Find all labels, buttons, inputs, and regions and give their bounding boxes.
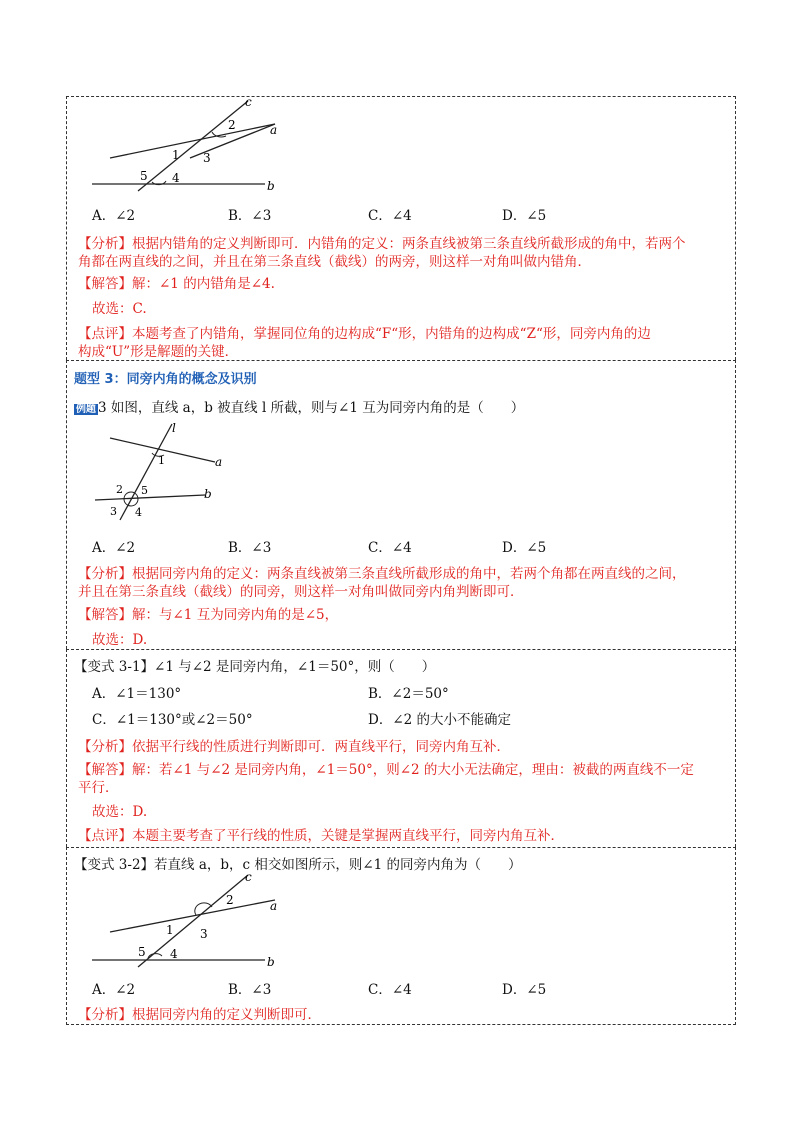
option-b[interactable]: B．∠2＝50° [368,686,449,702]
svg-text:4: 4 [172,171,180,185]
analysis: 【分析】根据同旁内角的定义判断即可． [78,1007,321,1023]
svg-text:l: l [172,421,176,435]
option-b[interactable]: B．∠3 [228,540,272,556]
option-d[interactable]: D．∠5 [502,540,547,556]
diagram-2 [90,420,240,525]
option-c[interactable]: C．∠4 [368,208,412,224]
label-a: a [270,123,278,137]
option-a[interactable]: A．∠2 [92,540,136,556]
option-d[interactable]: D．∠5 [502,982,547,998]
svg-text:3: 3 [200,927,208,941]
comment: 【点评】本题主要考查了平行线的性质，关键是掌握两直线平行，同旁内角互补． [78,828,564,844]
option-d[interactable]: D．∠5 [502,208,547,224]
analysis-cont: 角都在两直线的之间，并且在第三条直线（截线）的两旁，则这样一对角叫做内错角． [78,254,591,270]
svg-text:3: 3 [203,151,211,165]
choice: 故选：D. [92,632,148,648]
option-a[interactable]: A．∠2 [92,982,136,998]
svg-text:2: 2 [226,893,234,907]
svg-text:a: a [215,455,223,469]
diagram-1 [80,96,300,196]
label-c: c [245,96,252,109]
option-c[interactable]: C．∠4 [368,982,412,998]
analysis: 【分析】依据平行线的性质进行判断即可．两直线平行，同旁内角互补． [78,739,510,755]
analysis-cont: 并且在第三条直线（截线）的同旁，则这样一对角叫做同旁内角判断即可． [78,584,524,600]
section-title: 题型 3：同旁内角的概念及识别 [74,372,257,387]
comment-cont: 构成“U”形是解题的关键． [78,344,239,360]
analysis: 【分析】根据内错角的定义判断即可．内错角的定义：两条直线被第三条直线所截形成的角中，若两个 [78,236,686,252]
svg-text:2: 2 [116,483,123,496]
answer: 【解答】解：与∠1 互为同旁内角的是∠5， [78,607,339,623]
svg-text:5: 5 [138,945,146,959]
svg-text:3: 3 [110,505,117,518]
choice: 故选：C. [92,301,147,317]
example-badge: 例题 [76,404,96,415]
option-b[interactable]: B．∠3 [228,208,272,224]
example-question: 例题 3 如图，直线 a，b 被直线 l 所截，则与∠1 互为同旁内角的是（ ） [76,400,525,416]
choice: 故选：D. [92,804,148,820]
variant-3-1-question: 【变式 3-1】∠1 与∠2 是同旁内角，∠1＝50°，则（ ） [74,659,436,675]
svg-text:4: 4 [135,506,142,519]
svg-text:1: 1 [172,148,180,162]
svg-text:5: 5 [140,169,148,183]
variant-3-2-question: 【变式 3-2】若直线 a，b，c 相交如图所示，则∠1 的同旁内角为（ ） [74,857,522,873]
answer-cont: 平行． [78,780,119,796]
svg-text:2: 2 [228,118,236,132]
option-c[interactable]: C．∠1＝130°或∠2＝50° [92,712,253,728]
svg-text:5: 5 [141,484,148,497]
analysis: 【分析】根据同旁内角的定义：两条直线被第三条直线所截形成的角中，若两个角都在两直线的之间， [78,566,686,582]
svg-text:1: 1 [158,454,165,467]
option-b[interactable]: B．∠3 [228,982,272,998]
option-c[interactable]: C．∠4 [368,540,412,556]
answer: 【解答】解：若∠1 与∠2 是同旁内角，∠1＝50°，则∠2 的大小无法确定，理由：被截的两直线不一定 [78,762,694,778]
svg-text:4: 4 [170,947,178,961]
svg-text:b: b [267,955,275,969]
svg-text:a: a [270,899,278,913]
svg-text:1: 1 [166,923,174,937]
label-b: b [267,179,275,193]
option-a[interactable]: A．∠1＝130° [92,686,182,702]
svg-text:b: b [204,487,212,501]
svg-text:c: c [245,870,252,884]
diagram-3 [80,870,300,970]
answer: 【解答】解：∠1 的内错角是∠4. [78,276,275,292]
option-d[interactable]: D．∠2 的大小不能确定 [368,712,512,728]
option-a[interactable]: A．∠2 [92,208,136,224]
comment: 【点评】本题考查了内错角，掌握同位角的边构成“F“形，内错角的边构成“Z“形，同旁内角的边 [78,326,651,342]
